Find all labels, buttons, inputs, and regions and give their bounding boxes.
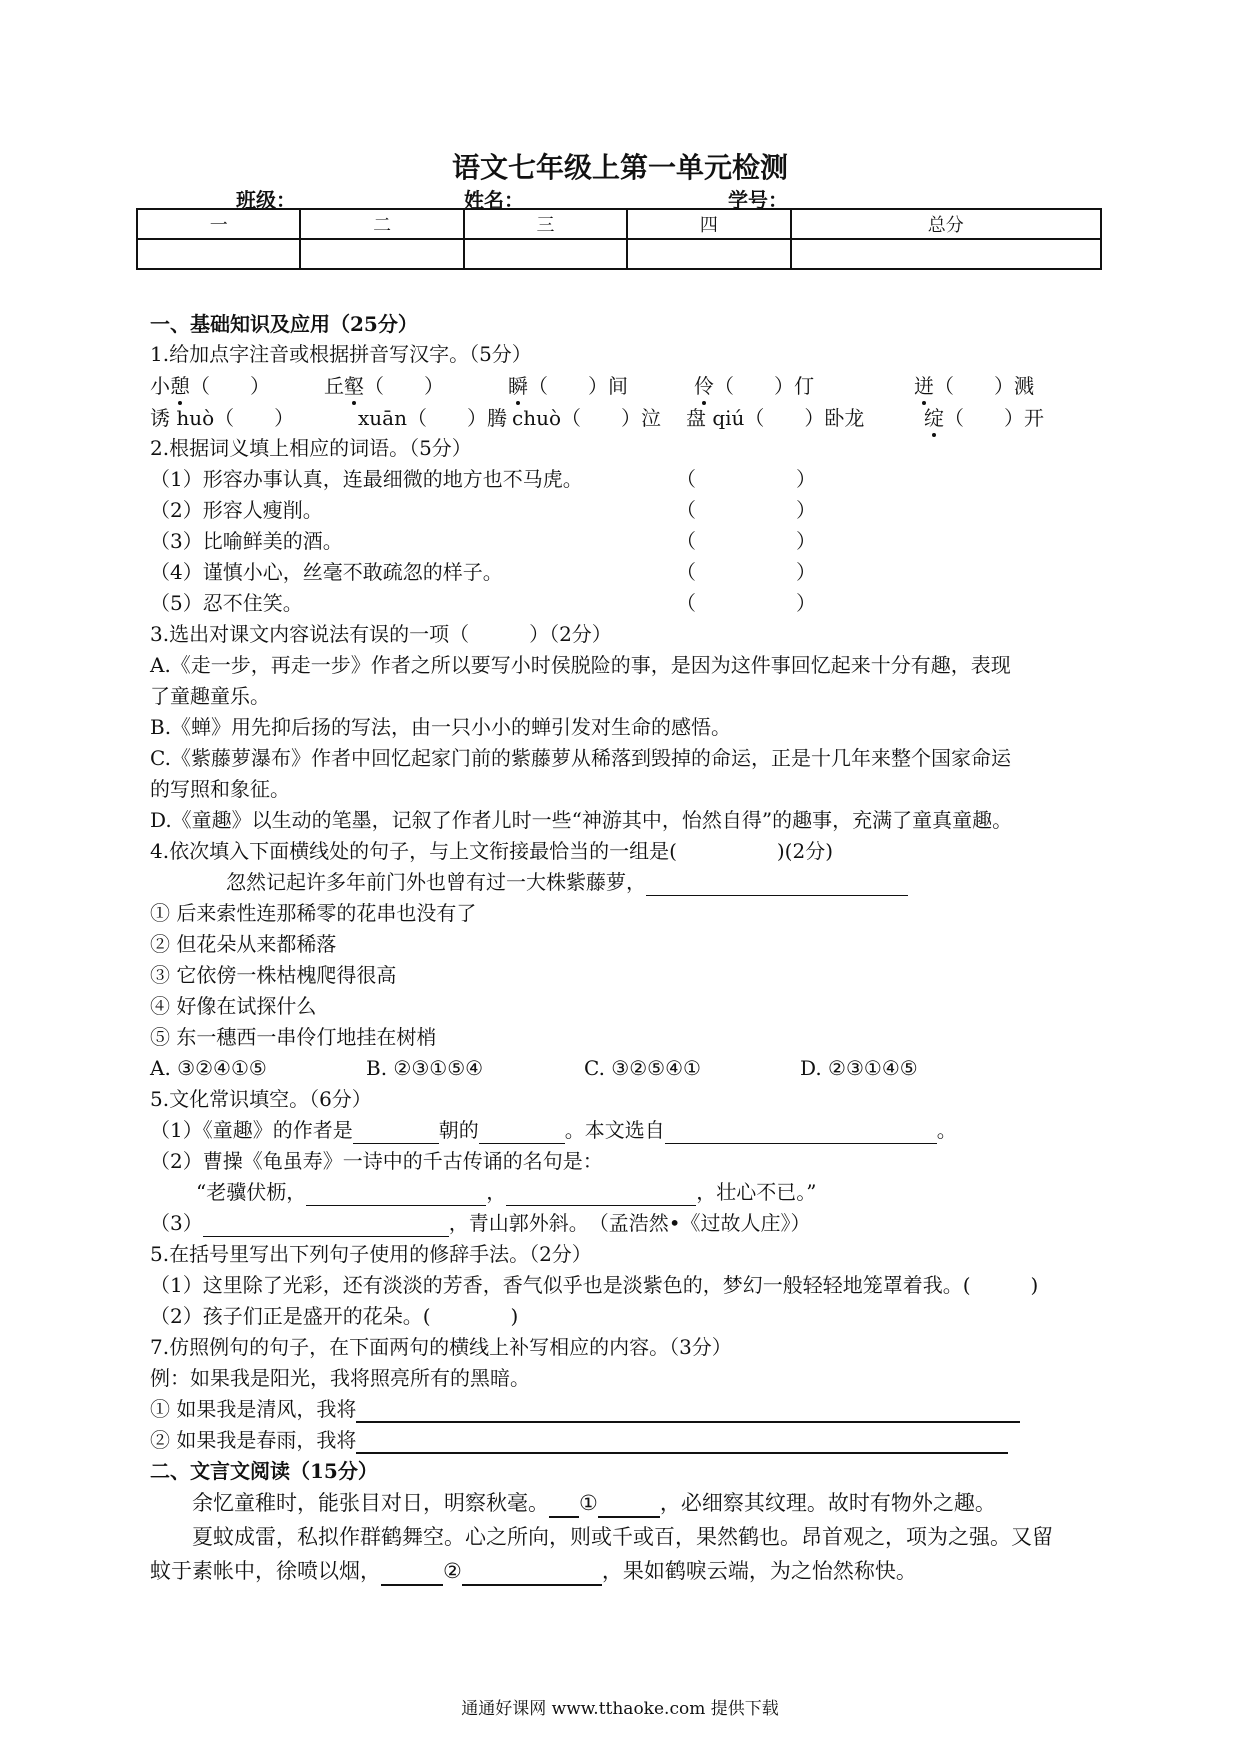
- q6-item: （1）这里除了光彩，还有淡淡的芳香，香气似乎也是淡紫色的，梦幻一般轻轻地笼罩着我。( ): [150, 1273, 1039, 1297]
- score-header-2: 二: [300, 209, 463, 239]
- score-cell[interactable]: [627, 239, 790, 269]
- q1-item: 丘壑（ ）: [324, 374, 444, 398]
- classical-passage-line-3: 蚊于素帐中，徐喷以烟， ② ，果如鹤唳云端，为之怡然称快。: [150, 1556, 917, 1586]
- q2-item: （3）比喻鲜美的酒。: [150, 529, 343, 553]
- q3-prompt: 3.选出对课文内容说法有误的一项（ ）（2分）: [150, 622, 612, 646]
- passage-blank[interactable]: [381, 1564, 443, 1586]
- q1-item: 伶（ ）仃: [694, 374, 814, 398]
- q5-line-4: （3） ，青山郭外斜。 （孟浩然•《过故人庄》）: [150, 1211, 811, 1235]
- q2-answer-paren[interactable]: （ ）: [676, 529, 816, 553]
- q4-item: ② 但花朵从来都稀落: [150, 932, 337, 956]
- q1-item: xuān（ ）腾: [358, 406, 507, 430]
- q7-line-1: ① 如果我是清风，我将: [150, 1395, 1020, 1423]
- q3-option-a-cont: 了童趣童乐。: [150, 684, 270, 708]
- score-header-4: 四: [627, 209, 790, 239]
- q7-blank[interactable]: [356, 1401, 1020, 1423]
- q1-item: 诱 huò（ ）: [150, 406, 295, 430]
- q5-prompt: 5.文化常识填空。（6分）: [150, 1087, 372, 1111]
- score-table: [136, 208, 1102, 270]
- score-cell[interactable]: [464, 239, 627, 269]
- section-2-heading: 二、文言文阅读（15分）: [150, 1459, 378, 1483]
- q3-option-c-cont: 的写照和象征。: [150, 777, 290, 801]
- q1-item: 盘 qiú（ ）卧龙: [686, 406, 865, 430]
- q5-blank[interactable]: [479, 1123, 565, 1144]
- q7-line-2: ② 如果我是春雨，我将: [150, 1426, 1008, 1454]
- q6-prompt: 5.在括号里写出下列句子使用的修辞手法。（2分）: [150, 1242, 592, 1266]
- score-header-total: 总分: [791, 209, 1102, 239]
- q2-item: （2）形容人瘦削。: [150, 498, 323, 522]
- score-header-1: 一: [137, 209, 300, 239]
- score-cell[interactable]: [300, 239, 463, 269]
- q4-blank[interactable]: [646, 875, 908, 896]
- q1-item: chuò（ ）泣: [512, 406, 662, 430]
- q4-item: ③ 它依傍一株枯槐爬得很高: [150, 963, 397, 987]
- q5-blank[interactable]: [665, 1123, 937, 1144]
- q5-line-3: “老骥伏枥， ， ，壮心不已。”: [196, 1180, 817, 1204]
- q5-line-1: （1）《童趣》的作者是 朝的 。本文选自 。: [150, 1118, 957, 1142]
- q2-answer-paren[interactable]: （ ）: [676, 560, 816, 584]
- passage-blank[interactable]: [549, 1496, 579, 1518]
- q3-option-a: A.《走一步，再走一步》作者之所以要写小时侯脱险的事，是因为这件事回忆起来十分有趣，表现: [150, 653, 1011, 677]
- q1-item: 瞬（ ）间: [508, 374, 628, 398]
- q5-blank[interactable]: [203, 1216, 449, 1237]
- q2-item: （5）忍不住笑。: [150, 591, 303, 615]
- q4-lead: 忽然记起许多年前门外也曾有过一大株紫藤萝，: [226, 868, 908, 896]
- q4-option: D. ②③①④⑤: [800, 1056, 918, 1080]
- q7-example: 例：如果我是阳光，我将照亮所有的黑暗。: [150, 1366, 530, 1390]
- q1-item: 小憩（ ）: [150, 374, 270, 398]
- q6-item: （2）孩子们正是盛开的花朵。( ): [150, 1304, 519, 1328]
- passage-blank[interactable]: [598, 1496, 660, 1518]
- passage-blank[interactable]: [462, 1564, 602, 1586]
- q2-answer-paren[interactable]: （ ）: [676, 498, 816, 522]
- q1-item: 迸（ ）溅: [914, 374, 1034, 398]
- classical-passage-line-1: 余忆童稚时，能张目对日，明察秋毫。 ① ，必细察其纹理。故时有物外之趣。: [192, 1488, 996, 1518]
- q5-line-2: （2）曹操《龟虽寿》一诗中的千古传诵的名句是：: [150, 1149, 603, 1173]
- page-title: 语文七年级上第一单元检测: [451, 151, 788, 184]
- q3-option-b: B.《蝉》用先抑后扬的写法，由一只小小的蝉引发对生命的感悟。: [150, 715, 732, 739]
- footer-credit: 通通好课网 www.tthaoke.com 提供下载: [461, 1699, 779, 1719]
- classical-passage-line-2: 夏蚊成雷，私拟作群鹤舞空。心之所向，则或千或百，果然鹤也。昂首观之，项为之强。又留: [192, 1525, 1053, 1549]
- q3-option-d: D.《童趣》以生动的笔墨，记叙了作者儿时一些“神游其中，怡然自得”的趣事，充满了童真童趣。: [150, 808, 1013, 832]
- q4-option: C. ③②⑤④①: [584, 1056, 701, 1080]
- q1-prompt: 1.给加点字注音或根据拼音写汉字。（5分）: [150, 342, 532, 366]
- q4-item: ⑤ 东一穗西一串伶仃地挂在树梢: [150, 1025, 437, 1049]
- q5-blank[interactable]: [306, 1185, 486, 1206]
- name-label: 姓名：: [464, 188, 524, 212]
- score-cell[interactable]: [791, 239, 1102, 269]
- student-id-label: 学号：: [728, 188, 788, 212]
- q2-answer-paren[interactable]: （ ）: [676, 467, 816, 491]
- q1-item: 绽（ ）开: [924, 406, 1044, 430]
- q4-prompt: 4.依次填入下面横线处的句子，与上文衔接最恰当的一组是( )(2分): [150, 839, 834, 863]
- q3-option-c: C.《紫藤萝瀑布》作者中回忆起家门前的紫藤萝从稀落到毁掉的命运，正是十几年来整个国家命运: [150, 746, 1011, 770]
- score-cell[interactable]: [137, 239, 300, 269]
- q2-item: （4）谨慎小心，丝毫不敢疏忽的样子。: [150, 560, 503, 584]
- q5-blank[interactable]: [506, 1185, 696, 1206]
- q4-option: B. ②③①⑤④: [366, 1056, 484, 1080]
- q2-prompt: 2.根据词义填上相应的词语。（5分）: [150, 436, 472, 460]
- class-label: 班级：: [236, 188, 296, 212]
- q5-blank[interactable]: [353, 1123, 439, 1144]
- q4-item: ④ 好像在试探什么: [150, 994, 317, 1018]
- q2-answer-paren[interactable]: （ ）: [676, 591, 816, 615]
- q2-item: （1）形容办事认真，连最细微的地方也不马虎。: [150, 467, 583, 491]
- section-1-heading: 一、基础知识及应用（25分）: [150, 312, 418, 336]
- q7-prompt: 7.仿照例句的句子，在下面两句的横线上补写相应的内容。（3分）: [150, 1335, 732, 1359]
- q4-item: ① 后来索性连那稀零的花串也没有了: [150, 901, 477, 925]
- q4-option: A. ③②④①⑤: [150, 1056, 267, 1080]
- q7-blank[interactable]: [356, 1432, 1008, 1454]
- score-header-3: 三: [464, 209, 627, 239]
